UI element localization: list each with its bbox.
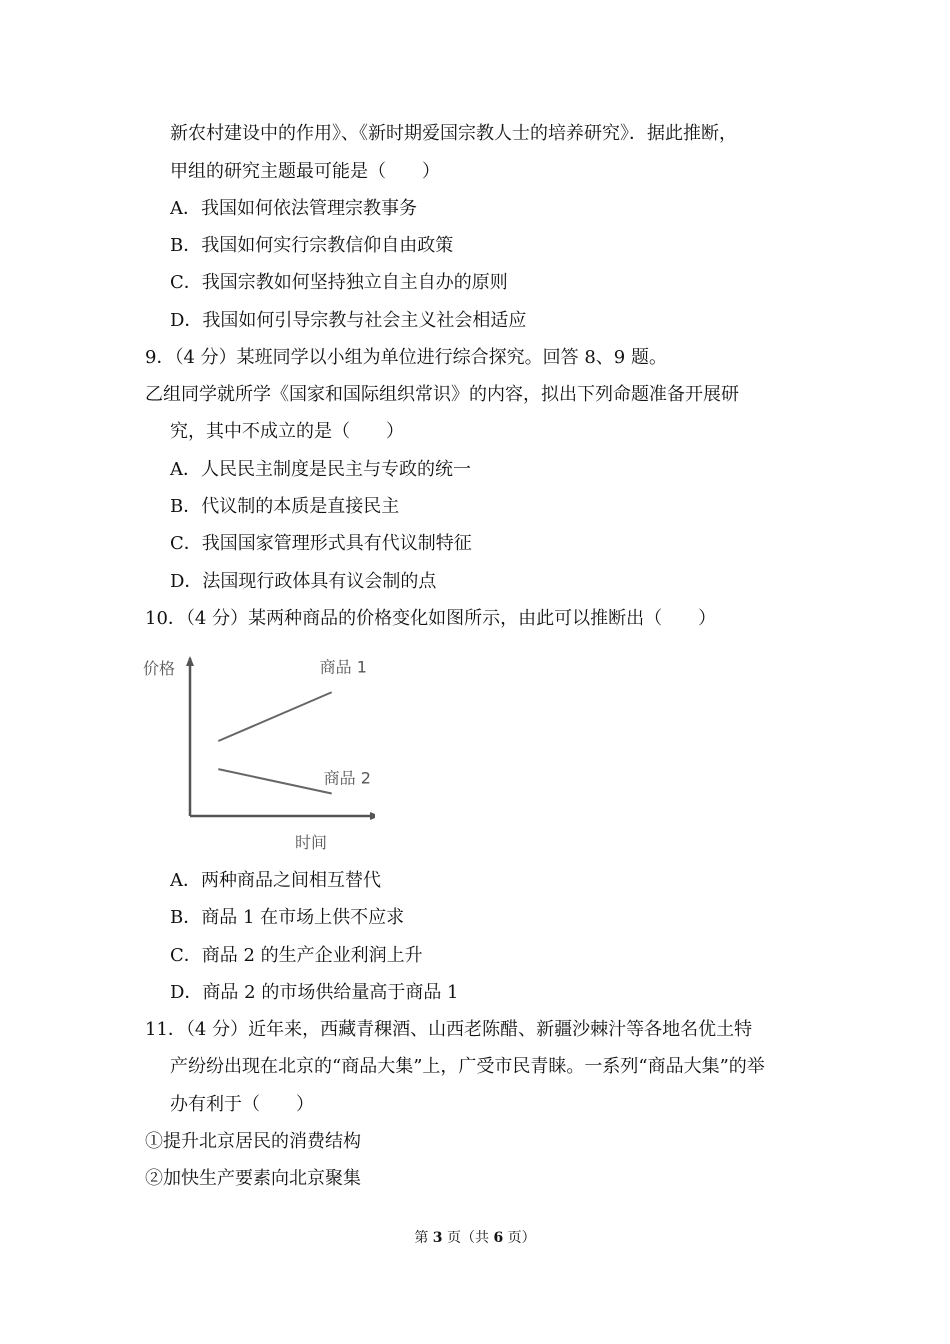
q9-option-c: C．我国国家管理形式具有代议制特征 [170, 533, 472, 554]
footer-page-number: 3 [432, 1230, 443, 1246]
q9-stem-line-2: 乙组同学就所学《国家和国际组织常识》的内容，拟出下列命题准备开展研 [145, 384, 739, 405]
series-label-1: 商品 1 [319, 657, 367, 677]
q10-option-a: A．两种商品之间相互替代 [170, 870, 381, 891]
footer-middle: 页（共 [447, 1230, 489, 1246]
q8-option-b: B．我国如何实行宗教信仰自由政策 [170, 235, 454, 256]
q8-stem-line-1: 新农村建设中的作用》、《新时期爱国宗教人士的培养研究》．据此推断， [170, 123, 737, 144]
q8-option-d: D．我国如何引导宗教与社会主义社会相适应 [170, 310, 527, 331]
q11-item-1: ①提升北京居民的消费结构 [145, 1131, 361, 1152]
q9-option-d: D．法国现行政体具有议会制的点 [170, 571, 437, 592]
q11-stem-line-2: 产纷纷出现在北京的“商品大集”上，广受市民青睐。一系列“商品大集”的举 [170, 1056, 765, 1077]
y-axis-arrow [186, 656, 194, 666]
q11-stem-line-3: 办有利于（ ） [170, 1094, 314, 1115]
q9-stem-line-3: 究，其中不成立的是（ ） [170, 421, 404, 442]
q11-stem-line-1: 11．（4 分）近年来，西藏青稞酒、山西老陈醋、新疆沙棘汁等各地名优土特 [145, 1019, 753, 1040]
series-line-1 [218, 692, 331, 741]
q10-option-b: B．商品 1 在市场上供不应求 [170, 907, 405, 928]
q9-stem-line-1: 9．（4 分）某班同学以小组为单位进行综合探究。回答 8、9 题。 [145, 347, 667, 368]
q9-option-a: A．人民民主制度是民主与专政的统一 [170, 459, 471, 480]
footer-prefix: 第 [414, 1230, 429, 1246]
series-line-2 [218, 769, 331, 793]
q10-stem: 10．（4 分）某两种商品的价格变化如图所示，由此可以推断出（ ） [145, 608, 717, 629]
q8-stem-line-2: 甲组的研究主题最可能是（ ） [170, 161, 440, 182]
x-axis-label: 时间 [295, 833, 328, 852]
q8-option-c: C．我国宗教如何坚持独立自主自办的原则 [170, 272, 508, 293]
price-chart [135, 648, 375, 858]
q11-item-2: ②加快生产要素向北京聚集 [145, 1168, 361, 1189]
y-axis-label: 价格 [143, 659, 176, 678]
q8-option-a: A．我国如何依法管理宗教事务 [170, 198, 417, 219]
q9-option-b: B．代议制的本质是直接民主 [170, 496, 400, 517]
page-footer [0, 1228, 950, 1248]
q10-option-c: C．商品 2 的生产企业利润上升 [170, 945, 423, 966]
series-label-2: 商品 2 [323, 768, 371, 788]
footer-total-pages: 6 [493, 1230, 504, 1246]
footer-suffix: 页） [507, 1230, 536, 1246]
q10-option-d: D．商品 2 的市场供给量高于商品 1 [170, 982, 459, 1003]
x-axis-arrow [370, 812, 375, 820]
